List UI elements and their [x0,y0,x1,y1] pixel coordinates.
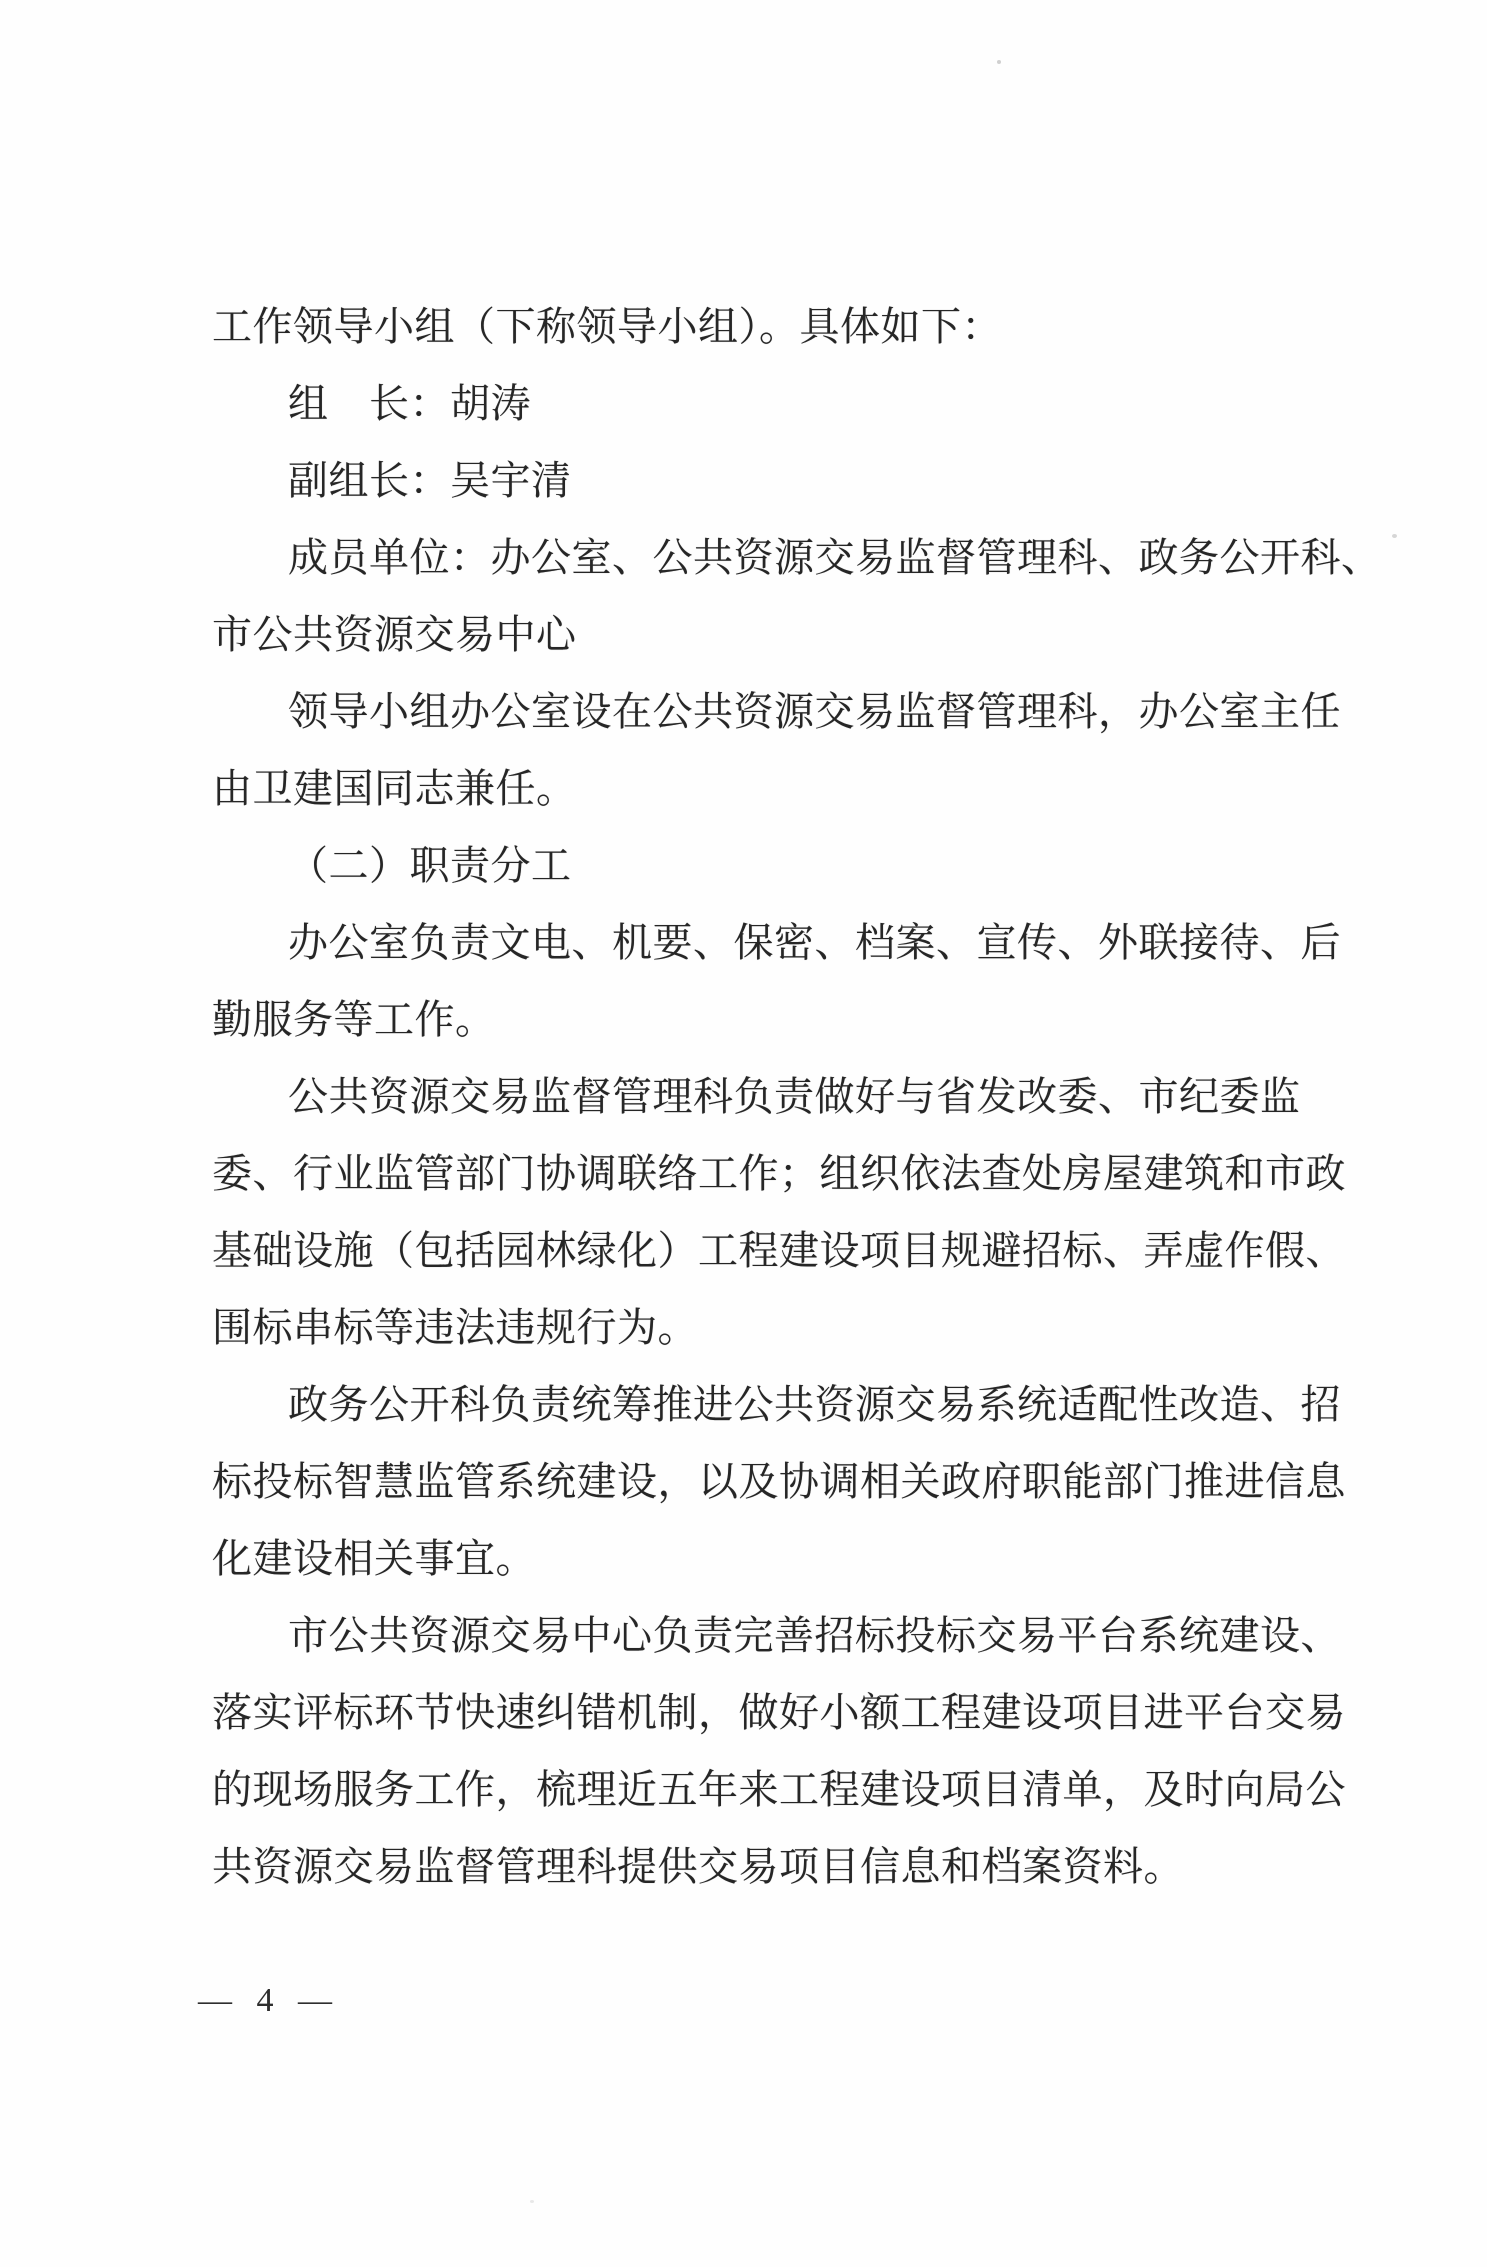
text-line: 公共资源交易监督管理科负责做好与省发改委、市纪委监 [288,1074,1301,1119]
text-line: 由卫建国同志兼任。 [212,766,577,811]
text-line-group-leader: 组 长：胡涛 [288,381,531,426]
text-line: 办公室负责文电、机要、保密、档案、宣传、外联接待、后 [288,920,1341,965]
page-number: — 4 — [198,1982,340,2019]
text-line-member-units: 成员单位：办公室、公共资源交易监督管理科、政务公开科、 [288,535,1382,580]
text-line: 落实评标环节快速纠错机制，做好小额工程建设项目进平台交易 [212,1690,1346,1735]
scan-artifact [530,2200,534,2203]
text-line: 工作领导小组（下称领导小组）。具体如下： [212,304,1002,349]
text-line: 市公共资源交易中心负责完善招标投标交易平台系统建设、 [288,1613,1341,1658]
text-line-deputy-leader: 副组长：吴宇清 [288,458,572,503]
scan-artifact [1392,534,1397,538]
text-line: 共资源交易监督管理科提供交易项目信息和档案资料。 [212,1844,1184,1889]
scan-artifact [997,60,1001,64]
text-line: 化建设相关事宜。 [212,1536,536,1581]
text-line: 的现场服务工作，梳理近五年来工程建设项目清单，及时向局公 [212,1767,1346,1812]
text-line: 基础设施（包括园林绿化）工程建设项目规避招标、弄虚作假、 [212,1228,1346,1273]
scan-artifact [1218,1390,1222,1394]
text-line: 领导小组办公室设在公共资源交易监督管理科，办公室主任 [288,689,1341,734]
text-line: 委、行业监管部门协调联络工作；组织依法查处房屋建筑和市政 [212,1151,1346,1196]
text-line: 政务公开科负责统筹推进公共资源交易系统适配性改造、招 [288,1382,1341,1427]
section-heading: （二）职责分工 [288,843,572,888]
text-line: 市公共资源交易中心 [212,612,577,657]
text-line: 标投标智慧监管系统建设，以及协调相关政府职能部门推进信息 [212,1459,1346,1504]
text-line: 勤服务等工作。 [212,997,496,1042]
text-line: 围标串标等违法违规行为。 [212,1305,698,1350]
document-body [212,288,1382,1905]
